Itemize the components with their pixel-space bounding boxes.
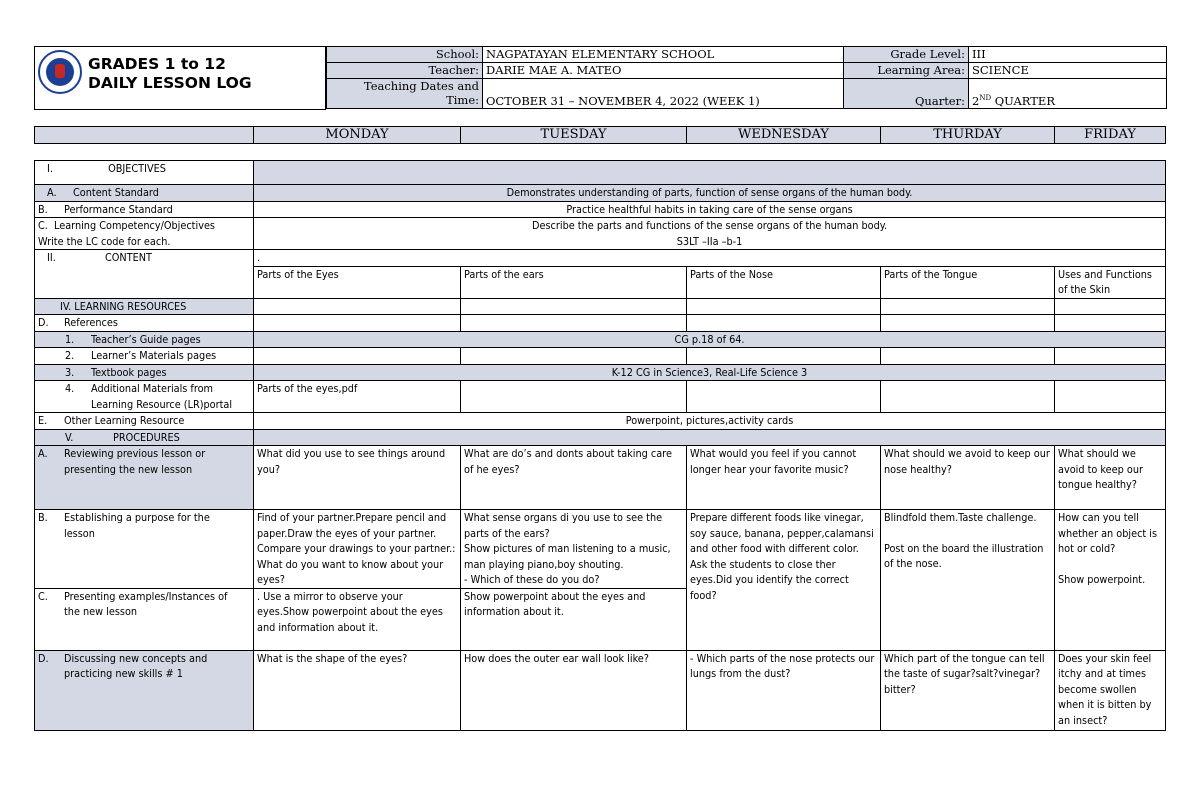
teacher-label: Teacher: (327, 63, 483, 79)
lesson-log-table (34, 160, 1166, 731)
day-friday: FRIDAY (1055, 127, 1166, 144)
teaching-dates-label-line1: Teaching Dates and (363, 79, 479, 93)
proc-c-monday: . Use a mirror to observe your eyes.Show powerpoint about the eyes and information about it. (254, 588, 461, 650)
proc-a-wednesday: What would you feel if you cannot longer hear your favorite music? (687, 446, 881, 510)
proc-b-tuesday-line1: What sense organs di you use to see the parts of the ears? (464, 511, 663, 540)
proc-a-thursday: What should we avoid to keep our nose healthy? (881, 446, 1055, 510)
learning-area-label: Learning Area: (844, 63, 969, 79)
proc-bc-friday-line1: How can you tell whether an object is hot or cold? (1058, 511, 1158, 555)
quarter-value: 2ND QUARTER (969, 79, 1167, 109)
teaching-dates-value: OCTOBER 31 – NOVEMBER 4, 2022 (WEEK 1) (483, 79, 844, 109)
teaching-dates-label-line2: Time: (446, 93, 479, 107)
school-value: NAGPATAYAN ELEMENTARY SCHOOL (483, 47, 844, 63)
tg-pages-value: CG p.18 of 64. (254, 331, 1166, 348)
proc-c-label-line1: Presenting examples/Instances of (64, 589, 228, 603)
proc-d-label-line2: practicing new skills # 1 (64, 667, 183, 680)
content-monday: Parts of the Eyes (254, 266, 461, 298)
grade-level-label: Grade Level: (844, 47, 969, 63)
proc-b-tuesday (461, 510, 687, 589)
content-friday: Uses and Functions of the Skin (1055, 266, 1166, 298)
row-proc-b: B. Establishing a purpose for the lesson Find of your partner.Prepare pencil and paper.Draw the eyes of your partner. Compare your drawings to your partner.: What do you want to know about your eyes? What sense organs di you use to see the parts of the ears? Show pictures of man listening to a music, man playing piano,boy shouting. - Which of these do you do? Prepare different foods like vinegar, soy sauce, banana, pepper,calamansi and other food with different color. Ask the students to close ther eyes.Did you identify the correct food? Blindfold them.Taste challenge. Post on the board the illustration of the nose. How can you tell whether an object is hot or cold? Show powerpoint. (35, 510, 1166, 589)
proc-d-thursday: Which part of the tongue can tell the taste of sugar?salt?vinegar?bitter? (881, 650, 1055, 730)
performance-standard-label: Performance Standard (64, 202, 173, 216)
content-label: CONTENT (105, 251, 152, 264)
proc-d-monday: What is the shape of the eyes? (254, 650, 461, 730)
proc-d-friday: Does your skin feel itchy and at times become swollen when it is bitten by an insect? (1055, 650, 1166, 730)
row-other-resource: E. Other Learning Resource Powerpoint, pictures,activity cards (35, 413, 1166, 430)
title-line-2: DAILY LESSON LOG (88, 74, 252, 92)
textbook-pages-value: K-12 CG in Science3, Real-Life Science 3 (254, 364, 1166, 381)
row-proc-d: D. Discussing new concepts and practicing new skills # 1 What is the shape of the eyes? How does the outer ear wall look like? - Which parts of the nose protects our lungs from the dust? Which part of the tongue can tell the taste of sugar?salt?vinegar?bitter? Does your skin feel itchy and at times become swollen when it is bitten by an insect? (35, 650, 1166, 730)
row-objectives: I. OBJECTIVES (35, 161, 1166, 185)
proc-d-wednesday: - Which parts of the nose protects our lungs from the dust? (687, 650, 881, 730)
proc-c-tuesday: Show powerpoint about the eyes and information about it. (461, 588, 687, 650)
objectives-fill (254, 161, 1166, 185)
textbook-pages-label: Textbook pages (91, 365, 167, 379)
proc-a-tuesday: What are do’s and donts about taking care of he eyes? (461, 446, 687, 510)
row-tg-pages: 1. Teacher’s Guide pages CG p.18 of 64. (35, 331, 1166, 348)
row-lm-pages: 2. Learner’s Materials pages (35, 348, 1166, 365)
additional-materials-monday: Parts of the eyes,pdf (254, 381, 461, 413)
additional-materials-label-line2: Learning Resource (LR)portal (91, 397, 233, 411)
days-header-blank (35, 127, 254, 144)
lm-pages-label: Learner’s Materials pages (91, 349, 217, 362)
content-thursday: Parts of the Tongue (881, 266, 1055, 298)
other-resource-label: Other Learning Resource (64, 414, 185, 427)
row-learning-resources (35, 298, 1166, 315)
row-proc-c: C. Presenting examples/Instances of the new lesson . Use a mirror to observe your eyes.Show powerpoint about the eyes and information about it. Show powerpoint about the eyes and information about it. (35, 588, 1166, 650)
row-proc-a: A. Reviewing previous lesson or presenting the new lesson What did you use to see things around you? What are do’s and donts about taking care of he eyes? What would you feel if you cannot longer hear your favorite music? What should we avoid to keep our nose healthy? What should we avoid to keep our tongue healthy? (35, 446, 1166, 510)
proc-a-label-line2: presenting the new lesson (64, 462, 193, 476)
competency-label-line1: Learning Competency/Objectives (54, 219, 215, 232)
tg-pages-label: Teacher’s Guide pages (91, 332, 201, 346)
school-label: School: (327, 47, 483, 63)
content-standard-value: Demonstrates understanding of parts, function of sense organs of the human body. (254, 185, 1166, 202)
content-dot: . (254, 250, 1166, 267)
proc-b-label-line2: lesson (64, 526, 95, 540)
competency-label-line2: Write the LC code for each. (38, 234, 171, 248)
content-tuesday: Parts of the ears (461, 266, 687, 298)
teacher-value: DARIE MAE A. MATEO (483, 63, 844, 79)
proc-c-label-line2: the new lesson (64, 605, 138, 618)
days-header (34, 126, 1166, 144)
procedures-fill (254, 429, 1166, 446)
grade-level-value: III (969, 47, 1167, 63)
deped-seal-icon (38, 50, 82, 94)
learning-resources-label: IV. LEARNING RESOURCES (35, 298, 254, 315)
day-tuesday: TUESDAY (461, 127, 687, 144)
proc-b-label-line1: Establishing a purpose for the (64, 511, 210, 524)
row-procedures: V. PROCEDURES (35, 429, 1166, 446)
proc-b-tuesday-line2: Show pictures of man listening to a music, man playing piano,boy shouting. (464, 542, 671, 571)
objectives-label: OBJECTIVES (108, 162, 166, 175)
competency-code: S3LT –IIa –b-1 (676, 234, 743, 248)
procedures-label: PROCEDURES (113, 430, 180, 444)
day-monday: MONDAY (254, 127, 461, 144)
row-references: D. References (35, 315, 1166, 332)
log-title (88, 55, 252, 93)
proc-b-tuesday-line3: - Which of these do you do? (464, 573, 600, 586)
row-content-standard: A. Content Standard Demonstrates understanding of parts, function of sense organs of the human body. (35, 185, 1166, 202)
header-info-table (326, 46, 1167, 109)
day-wednesday: WEDNESDAY (687, 127, 881, 144)
proc-a-label-line1: Reviewing previous lesson or (64, 447, 206, 460)
content-standard-label: Content Standard (73, 186, 159, 199)
day-thursday: THURDAY (881, 127, 1055, 144)
row-performance-standard: B. Performance Standard Practice healthful habits in taking care of the sense organs (35, 201, 1166, 218)
teaching-dates-label (327, 79, 483, 109)
proc-a-friday: What should we avoid to keep our tongue healthy? (1055, 446, 1166, 510)
row-textbook-pages: 3. Textbook pages K-12 CG in Science3, Real-Life Science 3 (35, 364, 1166, 381)
other-resource-value: Powerpoint, pictures,activity cards (254, 413, 1166, 430)
proc-bc-wednesday: Prepare different foods like vinegar, soy sauce, banana, pepper,calamansi and other food with different color. Ask the students to close ther eyes.Did you identify the correct food? (687, 510, 881, 651)
performance-standard-value: Practice healthful habits in taking care of the sense organs (254, 201, 1166, 218)
row-content-top: II. CONTENT . (35, 250, 1166, 267)
title-line-1: GRADES 1 to 12 (88, 55, 226, 73)
proc-bc-friday (1055, 510, 1166, 651)
proc-b-monday: Find of your partner.Prepare pencil and paper.Draw the eyes of your partner. Compare your drawings to your partner.: What do you want to know about your eyes? (254, 510, 461, 589)
proc-bc-thursday (881, 510, 1055, 651)
additional-materials-label-line1: Additional Materials from (91, 382, 214, 395)
proc-bc-friday-line2: Show powerpoint. (1058, 572, 1146, 586)
proc-a-monday: What did you use to see things around you? (254, 446, 461, 510)
row-additional-materials: 4. Additional Materials from Learning Resource (LR)portal Parts of the eyes,pdf (35, 381, 1166, 413)
content-wednesday: Parts of the Nose (687, 266, 881, 298)
quarter-label: Quarter: (844, 79, 969, 109)
proc-d-tuesday: How does the outer ear wall look like? (461, 650, 687, 730)
proc-bc-thursday-line1: Blindfold them.Taste challenge. (884, 511, 1037, 524)
learning-area-value: SCIENCE (969, 63, 1167, 79)
references-label: References (64, 316, 118, 329)
proc-bc-thursday-line2: Post on the board the illustration of the nose. (884, 541, 1044, 570)
competency-value-line1: Describe the parts and functions of the sense organs of the human body. (532, 219, 888, 232)
proc-d-label-line1: Discussing new concepts and (64, 651, 208, 665)
row-competency: C. Learning Competency/Objectives Write the LC code for each. Describe the parts and functions of the sense organs of the human body. S3LT –IIa –b-1 (35, 218, 1166, 250)
